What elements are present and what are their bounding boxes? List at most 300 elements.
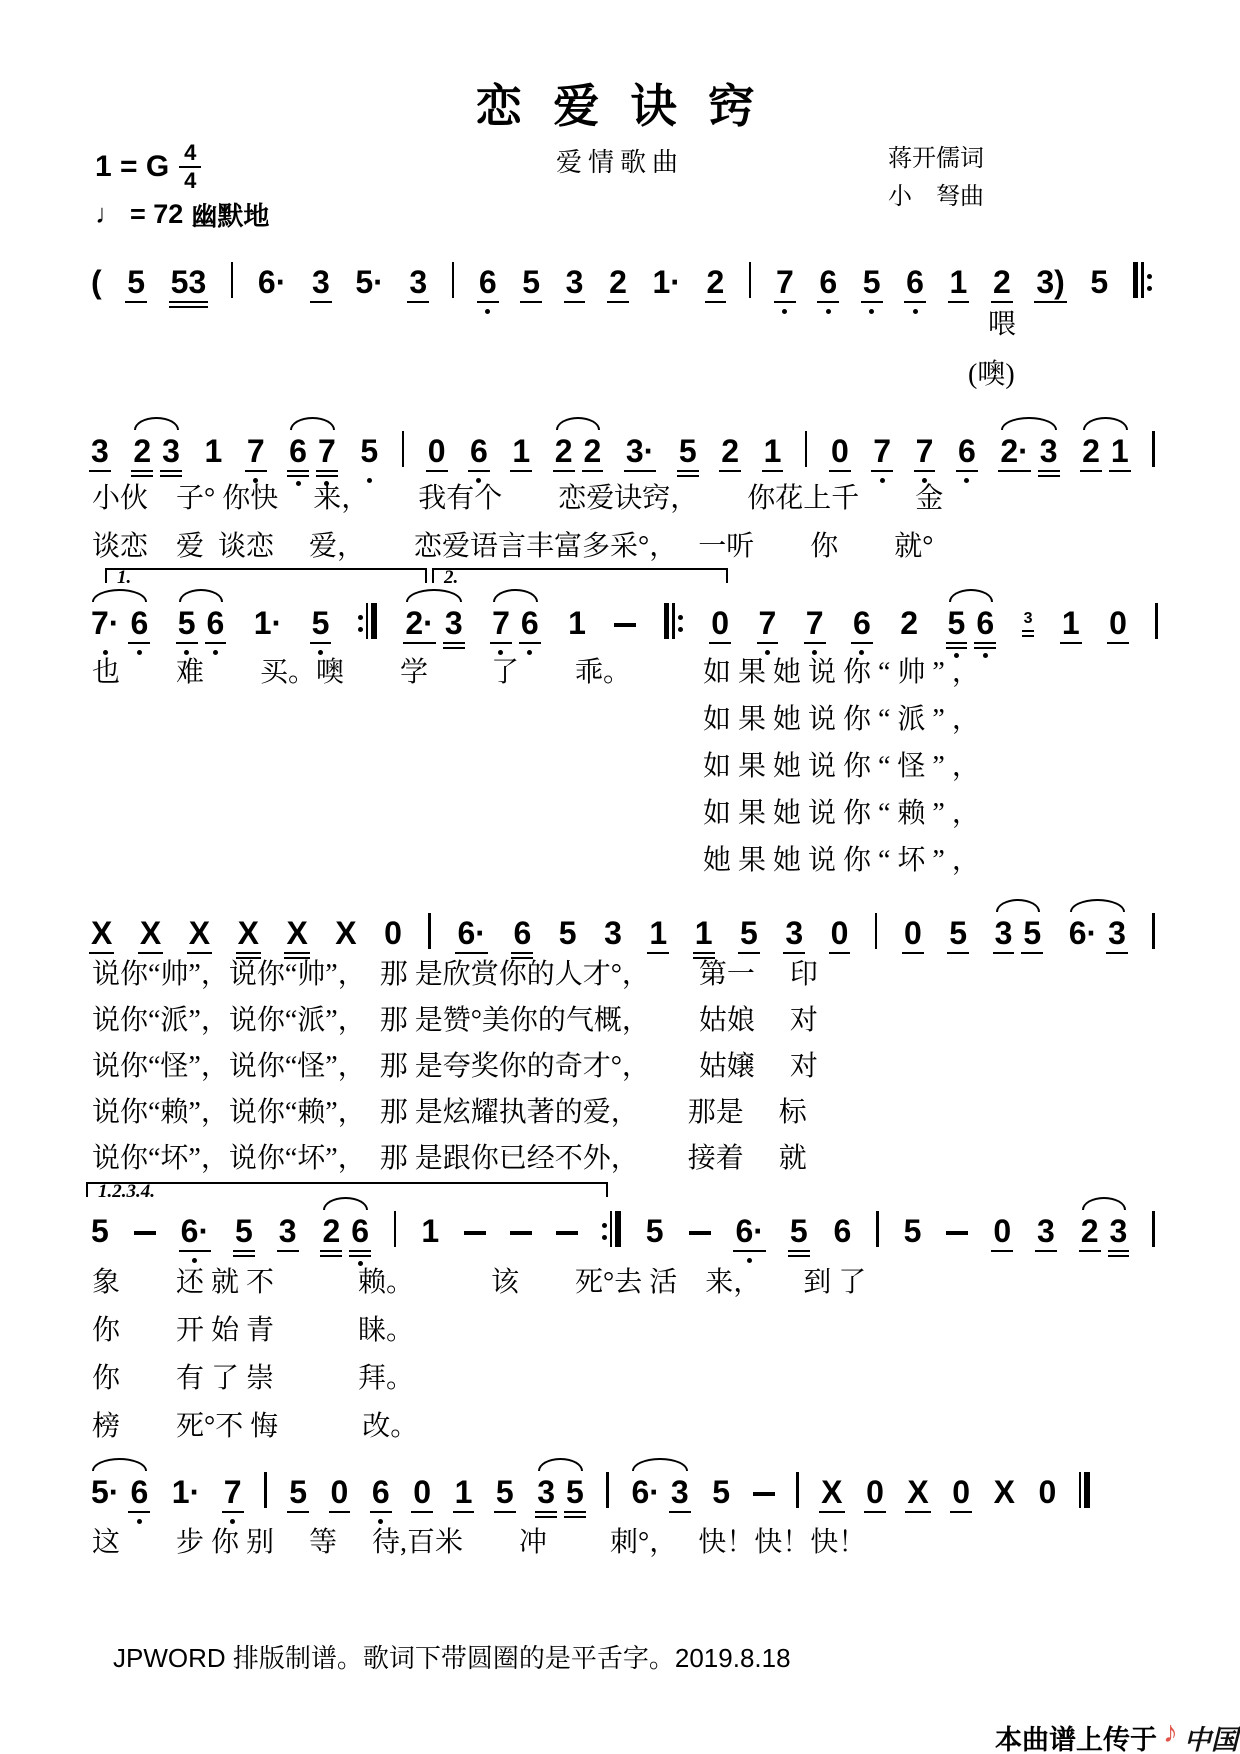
underline <box>693 952 715 955</box>
note-token: 2 <box>1081 435 1101 467</box>
watermark-text: 本曲谱上传于 <box>995 1725 1157 1754</box>
pickup-lyric-alt: (噢) <box>968 359 1015 390</box>
underline <box>624 470 656 473</box>
tie-group <box>554 435 603 467</box>
underline <box>277 1250 299 1253</box>
song-title: 恋 爱 诀 窍 <box>475 81 765 132</box>
dash-note <box>689 1231 711 1235</box>
underline <box>128 1511 150 1514</box>
note-token: 2 <box>608 266 628 298</box>
note-token: 2 <box>583 435 603 467</box>
tie-group <box>994 917 1043 949</box>
underline <box>233 1250 255 1253</box>
underline <box>89 952 114 955</box>
lyric-line: 说你“坏”，说你“坏”， 那 是跟你已经不外， 接着 就 <box>92 1143 807 1174</box>
pickup-lyric: 喂 <box>988 309 1017 340</box>
note-token: X <box>906 1476 929 1508</box>
octave-dot-below <box>913 309 918 314</box>
underline <box>1021 952 1043 955</box>
underline <box>320 1255 342 1258</box>
lyric-line: 如果她说你“派”， <box>703 704 987 735</box>
note-token: 2 <box>554 435 574 467</box>
repeat-dots <box>358 615 363 639</box>
song-subtitle: 爱情歌曲 <box>555 148 684 177</box>
underline <box>991 301 1013 304</box>
note-token: 6· <box>456 917 486 949</box>
tie-group <box>630 1476 689 1508</box>
octave-dot-below <box>378 1519 383 1524</box>
note-token: 7 <box>491 607 511 639</box>
underline <box>1108 1250 1130 1253</box>
note-token: 6· <box>257 264 287 300</box>
underline <box>233 1255 255 1258</box>
underline <box>284 952 309 955</box>
tie-group <box>288 435 337 467</box>
note-token: X <box>237 917 260 949</box>
rest-token: 0 <box>1038 1474 1057 1510</box>
underline <box>582 470 604 473</box>
lyric-line: 如果她说你“赖”， <box>703 798 987 829</box>
note-token: 3 <box>1039 435 1059 467</box>
barline <box>452 262 455 298</box>
underline <box>1022 635 1035 638</box>
note-token: 3 <box>90 435 110 467</box>
barline <box>1155 603 1158 639</box>
underline <box>535 1516 557 1519</box>
underline <box>160 470 182 473</box>
rest-token: 0 <box>951 1476 971 1508</box>
note-token: X <box>993 1474 1015 1510</box>
underline <box>453 1511 475 1514</box>
tempo-expression: 幽默地 <box>191 202 270 231</box>
note-token: 5 <box>903 1213 922 1249</box>
barline-thin <box>1141 262 1144 298</box>
tempo-value: = 72 <box>130 199 184 229</box>
barline <box>876 1211 879 1247</box>
note-token: 6· <box>1068 915 1098 951</box>
note-token: 1 <box>511 435 531 467</box>
octave-dot-below <box>826 309 831 314</box>
octave-dot-below <box>859 650 864 655</box>
barline-thin <box>366 603 369 639</box>
note-token: 3 <box>1023 611 1034 627</box>
barline-thick <box>371 603 377 639</box>
lyric-line: 说你“赖”，说你“赖”， 那 是炫耀执著的爱， 那是 标 <box>92 1097 807 1128</box>
underline <box>125 301 147 304</box>
underline <box>829 952 851 955</box>
note-token: 1 <box>694 917 714 949</box>
underline <box>1022 630 1035 633</box>
note-token: X <box>285 917 308 949</box>
note-token: 5 <box>177 607 197 639</box>
underline <box>788 1255 810 1258</box>
barline <box>428 913 431 949</box>
note-token: 6 <box>469 435 489 467</box>
underline <box>287 470 309 473</box>
underline <box>709 642 731 645</box>
lyricist: 蒋开儒词 <box>888 146 984 172</box>
underline <box>187 952 212 955</box>
underline <box>564 1516 586 1519</box>
underline <box>947 952 969 955</box>
underline <box>948 301 970 304</box>
underline <box>535 1511 557 1514</box>
tie-group <box>90 1476 149 1508</box>
underline <box>310 642 332 645</box>
lyric-stack-ending <box>92 1268 866 1442</box>
repeat-dots <box>1147 274 1152 298</box>
note-token: 6 <box>371 1476 391 1508</box>
barline <box>805 431 808 467</box>
repeat-end <box>358 603 377 639</box>
note-token: 1 <box>568 605 586 641</box>
lyric-line: 说你“帅”，说你“帅”， 那 是欣赏你的人才°， 第一 印 <box>92 959 818 990</box>
note-token: 5 <box>91 1213 109 1249</box>
rest-token: 0 <box>830 435 850 467</box>
final-barline <box>1079 1472 1090 1508</box>
octave-dot-below <box>812 650 817 655</box>
underline <box>316 475 338 478</box>
note-token: 7 <box>223 1476 243 1508</box>
underline <box>864 1511 886 1514</box>
underline <box>349 1250 371 1253</box>
volta-bracket-2 <box>432 567 728 588</box>
lyric-line-final: 这 步 你 别 等 待,百米 冲 刺°， 快！快！快！ <box>92 1527 867 1558</box>
underline <box>403 642 435 645</box>
underline <box>89 470 111 473</box>
barline <box>264 1472 267 1508</box>
underline <box>1038 470 1060 473</box>
notation-system-4 <box>90 909 1155 949</box>
note-token: 1· <box>171 1474 201 1510</box>
notation-system-5 <box>90 1207 1155 1247</box>
underline <box>914 470 936 473</box>
lyric-line: 你 开 始 青 睐。 <box>92 1315 415 1346</box>
note-token: 5 <box>495 1476 515 1508</box>
underline <box>738 952 760 955</box>
note-token: 5 <box>288 1476 308 1508</box>
note-token: 6 <box>512 917 532 949</box>
notation-system-3 <box>90 599 1158 639</box>
octave-dot-below <box>192 1258 197 1263</box>
note-token: 3· <box>625 435 655 467</box>
barline-thick <box>664 603 670 639</box>
underline <box>443 642 465 645</box>
volta-label-1234: 1.2.3.4. <box>98 1181 155 1202</box>
note-token: 3 <box>311 266 331 298</box>
note-token: 5 <box>558 915 577 951</box>
key-label: 1 = G <box>95 150 170 183</box>
underline <box>991 1250 1013 1253</box>
octave-dot-below <box>137 650 142 655</box>
note-token: 3 <box>1107 917 1127 949</box>
underline <box>564 301 586 304</box>
quarter-note-icon: ♩ <box>95 199 122 229</box>
octave-dot-below <box>213 650 218 655</box>
note-token: 5 <box>948 917 968 949</box>
underline <box>553 470 575 473</box>
note-token: 2· <box>404 607 434 639</box>
note-token: 5 <box>1022 917 1042 949</box>
underline <box>411 1511 433 1514</box>
barline <box>1152 913 1155 949</box>
octave-dot-below <box>747 1258 752 1263</box>
tie-group <box>536 1476 585 1508</box>
note-token: 3 <box>1109 1215 1129 1247</box>
note-token: 7 <box>805 607 825 639</box>
note-token: 5 <box>1090 264 1109 300</box>
underline <box>138 952 163 955</box>
note-token: 1 <box>763 435 783 467</box>
octave-dot-below <box>230 1519 235 1524</box>
octave-dot-below <box>318 650 323 655</box>
underline <box>1106 952 1128 955</box>
underline <box>131 470 153 473</box>
underline <box>128 642 150 645</box>
note-token: 2 <box>321 1215 341 1247</box>
dash-note <box>464 1231 486 1235</box>
note-token: 5 <box>311 607 331 639</box>
barline-thick <box>1133 262 1139 298</box>
tie-group <box>177 607 226 639</box>
underline <box>519 642 541 645</box>
note-token: 5 <box>678 435 698 467</box>
barline-thick <box>1084 1472 1090 1508</box>
note-token: 6 <box>833 1213 852 1249</box>
dash-note <box>614 623 636 627</box>
lyric-line: 说你“派”，说你“派”， 那 是赞°美你的气概， 姑娘 对 <box>92 1005 818 1036</box>
note-token: 6· <box>734 1215 764 1247</box>
underline <box>160 475 182 478</box>
note-token: 7 <box>872 435 892 467</box>
underline <box>956 470 978 473</box>
note-token: 3 <box>604 915 622 951</box>
underline <box>169 301 209 304</box>
note-token: 6 <box>520 607 540 639</box>
underline <box>974 647 996 650</box>
underline <box>131 475 153 478</box>
barline <box>1152 1211 1155 1247</box>
underline <box>946 642 968 645</box>
note-token: 5 <box>359 435 379 467</box>
underline <box>455 952 487 955</box>
underline <box>993 952 1015 955</box>
note-token: 2 <box>1080 1215 1100 1247</box>
dash-note <box>753 1492 775 1496</box>
octave-dot-below <box>765 650 770 655</box>
underline <box>902 952 924 955</box>
note-token: 5 <box>234 1215 254 1247</box>
underline <box>705 301 727 304</box>
rest-token: 0 <box>427 435 447 467</box>
notation-glyph: ( <box>91 264 102 300</box>
note-token: 2 <box>706 266 726 298</box>
dash-note <box>510 1231 532 1235</box>
tie-group <box>1068 917 1127 949</box>
rest-token: 0 <box>710 607 730 639</box>
rest-token: 0 <box>830 917 850 949</box>
note-token: 1· <box>253 605 283 641</box>
underline <box>490 642 512 645</box>
note-token: 3 <box>161 435 181 467</box>
underline <box>287 475 309 478</box>
note-token: 5 <box>739 917 759 949</box>
underline <box>677 470 699 473</box>
note-token: 6 <box>206 607 226 639</box>
lyric-stack-ruguo <box>703 658 987 876</box>
note-token: 7 <box>915 435 935 467</box>
note-token: 6 <box>288 435 308 467</box>
underline <box>287 1511 309 1514</box>
note-token: X <box>139 917 162 949</box>
lyric-line: 榜 死°不 悔 改。 <box>92 1411 419 1442</box>
octave-dot-below <box>184 650 189 655</box>
dash-note <box>556 1231 578 1235</box>
underline <box>757 642 779 645</box>
watermark <box>995 1718 1240 1754</box>
note-token: 5 <box>565 1476 585 1508</box>
underline <box>236 952 261 955</box>
note-token: 5 <box>126 266 146 298</box>
underline <box>762 470 784 473</box>
underline <box>245 470 267 473</box>
underline <box>349 1255 371 1258</box>
underline <box>817 301 839 304</box>
note-token: 3 <box>444 607 464 639</box>
lyric-line: 如果她说你“怪”， <box>703 751 987 782</box>
rest-token: 0 <box>903 917 923 949</box>
tie-group <box>132 435 181 467</box>
repeat-begin <box>1133 262 1152 298</box>
lyric-line: 说你“怪”，说你“怪”， 那 是夸奖你的奇才°， 姑嬢 对 <box>92 1051 818 1082</box>
underline <box>310 301 332 304</box>
note-token: 5 <box>789 1215 809 1247</box>
note-token: 3 <box>1036 1215 1056 1247</box>
note-token: 6 <box>852 607 872 639</box>
typesetting-note: JPWORD 排版制谱。歌词下带圆圈的是平舌字。2019.8.18 <box>113 1643 791 1673</box>
note-token: 3 <box>408 266 428 298</box>
note-token: 1 <box>1110 435 1130 467</box>
barline-thin <box>1079 1472 1082 1508</box>
note-token: 7 <box>758 607 778 639</box>
underline <box>205 642 227 645</box>
volta-label-2: 2. <box>444 567 459 588</box>
underline <box>851 642 873 645</box>
note-token: 5 <box>645 1213 664 1249</box>
note-token: 3 <box>994 917 1014 949</box>
dash-note <box>134 1231 156 1235</box>
underline <box>222 1511 244 1514</box>
note-token: 3 <box>536 1476 556 1508</box>
barline <box>394 1211 397 1247</box>
lyric-line: 如果她说你“帅”， <box>703 657 987 688</box>
tie-group <box>404 607 463 639</box>
repeat-dots <box>678 615 683 639</box>
underline <box>950 1511 972 1514</box>
note-token: 53 <box>170 266 208 298</box>
octave-dot-below <box>137 1519 142 1524</box>
note-token: 6 <box>129 1476 149 1508</box>
octave-dot-below <box>358 1261 363 1266</box>
octave-dot-below <box>782 309 787 314</box>
underline <box>647 952 669 955</box>
rest-token: 0 <box>384 915 402 951</box>
note-token: 2 <box>720 435 740 467</box>
note-token: 1 <box>648 917 668 949</box>
lyric-line: 她果她说你“坏”， <box>703 845 987 876</box>
note-token: 1 <box>949 266 969 298</box>
octave-dot-below <box>869 309 874 314</box>
note-token: 3 <box>784 917 804 949</box>
note-token: 1 <box>454 1476 474 1508</box>
underline <box>1109 470 1131 473</box>
volta-bracket-1 <box>105 567 427 588</box>
lyric-line-verse1a: 小伙 子° 你快 来， 我有个 恋爱诀窍， 你花上千 金 <box>92 483 944 514</box>
note-token: 6 <box>478 266 498 298</box>
dash-note <box>946 1231 968 1235</box>
underline <box>829 470 851 473</box>
note-token: 2 <box>132 435 152 467</box>
volta-bracket-1234 <box>86 1181 608 1202</box>
underline <box>520 301 542 304</box>
octave-dot-below <box>103 650 108 655</box>
underline <box>774 301 796 304</box>
note-token: 5 <box>521 266 541 298</box>
lyric-stack-shuoni <box>92 960 818 1174</box>
notation-system-2 <box>90 427 1155 467</box>
barline-thin <box>672 603 675 639</box>
note-token: 6 <box>975 607 995 639</box>
note-token: 6· <box>631 1474 660 1510</box>
note-token: 5 <box>862 266 882 298</box>
barline <box>606 1472 609 1508</box>
barline <box>231 262 234 298</box>
barline <box>749 262 752 298</box>
lyric-line: 象 还 就 不 赖。 该 死°去 活 来， 到 了 <box>92 1267 867 1298</box>
repeat-end <box>602 1211 621 1247</box>
tie-group <box>1080 1215 1129 1247</box>
note-token: 6 <box>905 266 925 298</box>
octave-dot-below <box>498 650 503 655</box>
octave-dot-below <box>485 309 490 314</box>
tie-group <box>999 435 1058 467</box>
note-token: 2 <box>992 266 1012 298</box>
note-token: 5 <box>712 1474 731 1510</box>
underline <box>316 470 338 473</box>
underline <box>1079 1250 1101 1253</box>
volta-label-1: 1. <box>117 567 132 588</box>
underline <box>407 301 429 304</box>
note-token: 1· <box>652 264 681 300</box>
underline <box>494 1511 516 1514</box>
underline <box>443 647 465 650</box>
rest-token: 0 <box>1108 607 1128 639</box>
underline <box>468 470 490 473</box>
key-signature <box>95 142 201 192</box>
note-token: 6 <box>350 1215 370 1247</box>
underline <box>511 952 533 955</box>
rest-token: 0 <box>865 1476 885 1508</box>
tie-group <box>1081 435 1130 467</box>
time-signature <box>179 142 201 192</box>
note-token: 6 <box>129 607 149 639</box>
underline <box>677 475 699 478</box>
underline <box>871 470 893 473</box>
underline <box>904 301 926 304</box>
rest-token: 0 <box>412 1476 432 1508</box>
underline <box>426 470 448 473</box>
note-token: X <box>188 917 211 949</box>
